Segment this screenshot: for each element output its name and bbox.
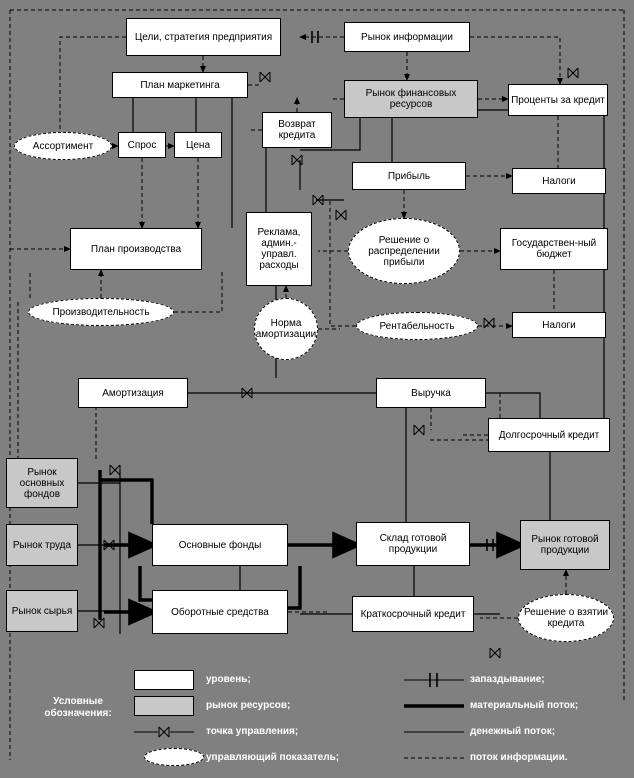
node-revenue[interactable]: Выручка: [376, 378, 486, 408]
node-fixed-assets-market[interactable]: Рынок основных фондов: [6, 458, 78, 508]
node-info-market[interactable]: Рынок информации: [344, 22, 470, 52]
node-long-term-credit[interactable]: Долгосрочный кредит: [488, 418, 610, 452]
legend-label-level: уровень;: [206, 674, 251, 685]
legend-swatch-control-indicator: [144, 748, 204, 766]
legend-label-control-point: точка управления;: [206, 726, 299, 737]
node-credit-percent[interactable]: Проценты за кредит: [508, 84, 608, 116]
node-fixed-assets[interactable]: Основные фонды: [152, 524, 288, 566]
legend-swatch-level: [134, 670, 194, 690]
node-short-term-credit[interactable]: Краткосрочный кредит: [352, 596, 474, 632]
node-taxes-1[interactable]: Налоги: [512, 168, 606, 194]
legend-swatch-info-flow: [404, 748, 464, 768]
legend-title: Условные обозначения:: [44, 696, 112, 719]
legend-swatch-material-flow: [404, 696, 464, 716]
legend-label-material-flow: материальный поток;: [470, 700, 579, 711]
node-financial-resources-market[interactable]: Рынок финансовых ресурсов: [344, 80, 478, 118]
node-productivity[interactable]: Производительность: [28, 298, 174, 326]
node-finished-goods-market[interactable]: Рынок готовой продукции: [520, 520, 610, 570]
node-demand[interactable]: Спрос: [118, 132, 166, 158]
node-working-capital[interactable]: Оборотные средства: [152, 590, 288, 634]
legend: [14, 668, 620, 768]
legend-label-info-flow: поток информации.: [470, 752, 568, 763]
node-profitability[interactable]: Рентабельность: [356, 312, 478, 340]
node-price[interactable]: Цена: [174, 132, 222, 158]
legend-swatch-control-point: [134, 722, 194, 742]
legend-swatch-money-flow: [404, 722, 464, 742]
legend-swatch-resource-market: [134, 696, 194, 716]
node-assortment[interactable]: Ассортимент: [14, 132, 112, 160]
node-state-budget[interactable]: Государствен-ный бюджет: [500, 228, 608, 270]
node-amortization[interactable]: Амортизация: [78, 378, 188, 408]
node-finished-goods-stock[interactable]: Склад готовой продукции: [356, 522, 470, 566]
legend-label-control-indicator: управляющий показатель;: [206, 752, 340, 763]
node-production-plan[interactable]: План производства: [70, 228, 202, 270]
legend-label-delay: запаздывание;: [470, 674, 545, 685]
legend-swatch-delay: [404, 670, 464, 690]
legend-label-money-flow: денежный поток;: [470, 726, 556, 737]
node-labor-market[interactable]: Рынок труда: [6, 524, 78, 566]
legend-label-resource-market: рынок ресурсов;: [206, 700, 291, 711]
node-credit-decision[interactable]: Решение о взятии кредита: [518, 594, 614, 642]
node-credit-return[interactable]: Возврат кредита: [262, 112, 332, 148]
node-amortization-norm[interactable]: Норма амортизации: [254, 298, 318, 360]
node-raw-materials-market[interactable]: Рынок сырья: [6, 590, 78, 632]
node-marketing-plan[interactable]: План маркетинга: [112, 72, 248, 98]
node-taxes-2[interactable]: Налоги: [512, 312, 606, 338]
node-profit[interactable]: Прибыль: [352, 162, 466, 190]
node-advertising-admin-expenses[interactable]: Реклама, админ.-управл. расходы: [246, 212, 312, 286]
node-goals[interactable]: Цели, стратегия предприятия: [126, 18, 281, 56]
node-profit-distribution-decision[interactable]: Решение о распределении прибыли: [348, 218, 460, 284]
